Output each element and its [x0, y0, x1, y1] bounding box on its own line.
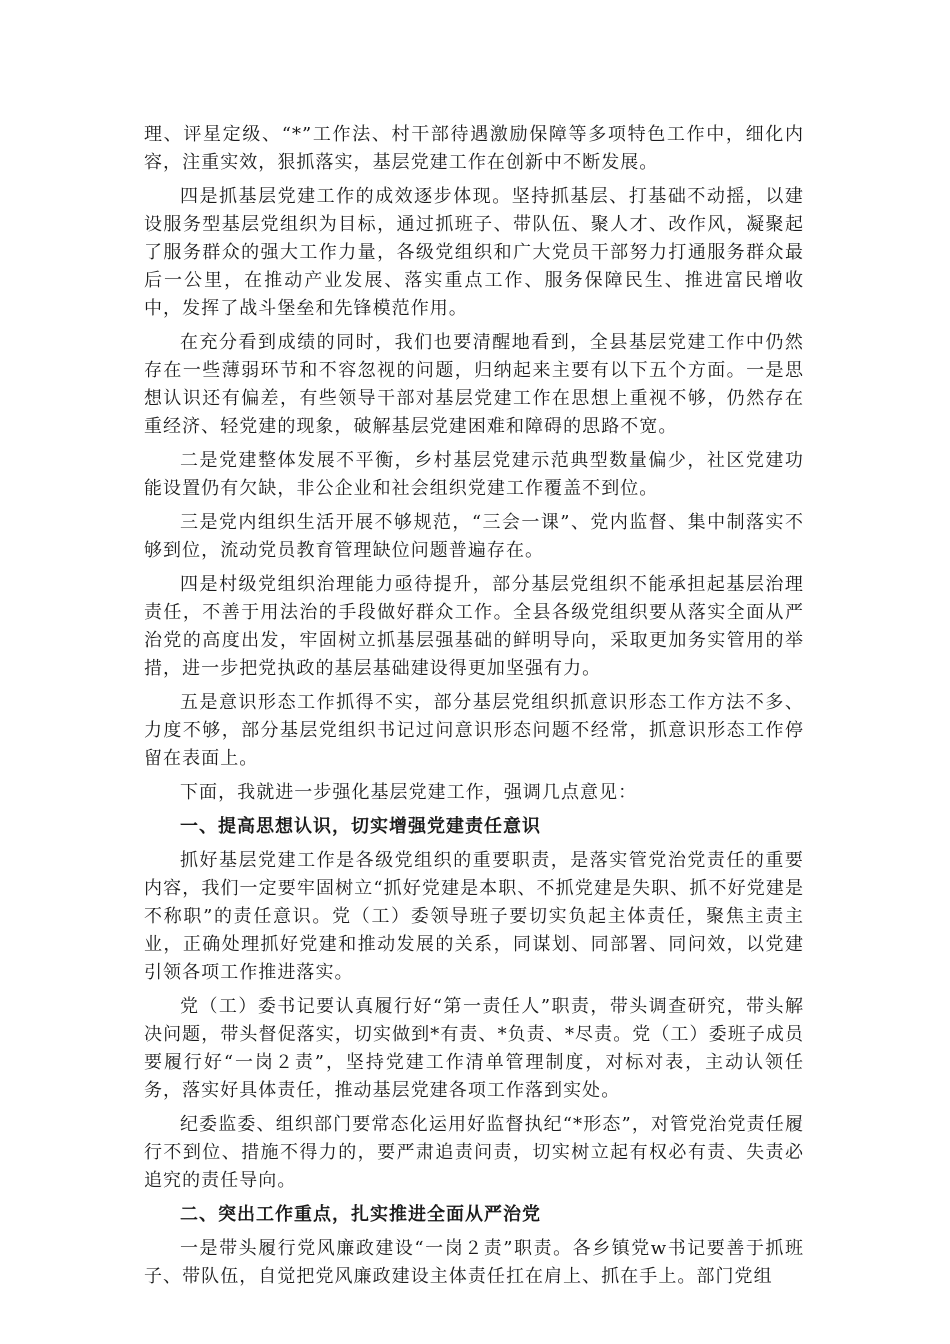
paragraph-5: 三是党内组织生活开展不够规范，“三会一课”、党内监督、集中制落实不够到位，流动党员教育管理缺位问题普遍存在。 [144, 512, 804, 561]
paragraph-2: 四是抓基层党建工作的成效逐步体现。坚持抓基层、打基础不动摇，以建设服务型基层党组织为目标，通过抓班子、带队伍、聚人才、改作风，凝聚起了服务群众的强大工作力量，各级党组织和广大党员干部努力打通服务群众最后一公里，在推动产业发展、落实重点工作、服务保障民生、推进富民增收中，发挥了战斗堡垒和先锋模范作用。 [144, 186, 804, 319]
document-body [144, 121, 804, 1297]
paragraph-3: 在充分看到成绩的同时，我们也要清醒地看到，全县基层党建工作中仍然存在一些薄弱环节和不容忽视的问题，归纳起来主要有以下五个方面。一是思想认识还有偏差，有些领导干部对基层党建工作在思想上重视不够，仍然存在重经济、轻党建的现象，破解基层党建困难和障碍的思路不宽。 [144, 332, 804, 437]
paragraph-10: 党（工）委书记要认真履行好“第一责任人”职责，带头调查研究，带头解决问题，带头督促落实，切实做到*有责、*负责、*尽责。党（工）委班子成员要履行好“一岗２责”，坚持党建工作清单管理制度，对标对表，主动认领任务，落实好具体责任，推动基层党建各项工作落到实处。 [144, 996, 804, 1101]
paragraph-9: 抓好基层党建工作是各级党组织的重要职责，是落实管党治党责任的重要内容，我们一定要牢固树立“抓好党建是本职、不抓党建是失职、抓不好党建是不称职”的责任意识。党（工）委领导班子要切实负起主体责任，聚焦主责主业，正确处理抓好党建和推动发展的关系，同谋划、同部署、同问效，以党建引领各项工作推进落实。 [144, 850, 804, 983]
paragraph-7: 五是意识形态工作抓得不实，部分基层党组织抓意识形态工作方法不多、力度不够，部分基层党组织书记过问意识形态问题不经常，抓意识形态工作停留在表面上。 [144, 692, 804, 769]
paragraph-4: 二是党建整体发展不平衡，乡村基层党建示范典型数量偏少，社区党建功能设置仍有欠缺，非公企业和社会组织党建工作覆盖不到位。 [144, 450, 804, 499]
section-heading-1: 一、提高思想认识，切实增强党建责任意识 [180, 816, 541, 837]
paragraph-8: 下面，我就进一步强化基层党建工作，强调几点意见： [180, 782, 638, 803]
paragraph-12: 一是带头履行党风廉政建设“一岗２责”职责。各乡镇党w书记要善于抓班子、带队伍，自觉把党风廉政建设主体责任扛在肩上、抓在手上。部门党组 [144, 1238, 804, 1287]
paragraph-1: 理、评星定级、“*”工作法、村干部待遇激励保障等多项特色工作中，细化内容，注重实效，狠抓落实，基层党建工作在创新中不断发展。 [144, 124, 804, 173]
paragraph-11: 纪委监委、组织部门要常态化运用好监督执纪“*形态”，对管党治党责任履行不到位、措施不得力的，要严肃追责问责，切实树立起有权必有责、失责必追究的责任导向。 [144, 1114, 804, 1191]
paragraph-6: 四是村级党组织治理能力亟待提升，部分基层党组织不能承担起基层治理责任，不善于用法治的手段做好群众工作。全县各级党组织要从落实全面从严治党的高度出发，牢固树立抓基层强基础的鲜明导向，采取更加务实管用的举措，进一步把党执政的基层基础建设得更加坚强有力。 [144, 574, 804, 679]
section-heading-2: 二、突出工作重点，扎实推进全面从严治党 [180, 1204, 541, 1225]
